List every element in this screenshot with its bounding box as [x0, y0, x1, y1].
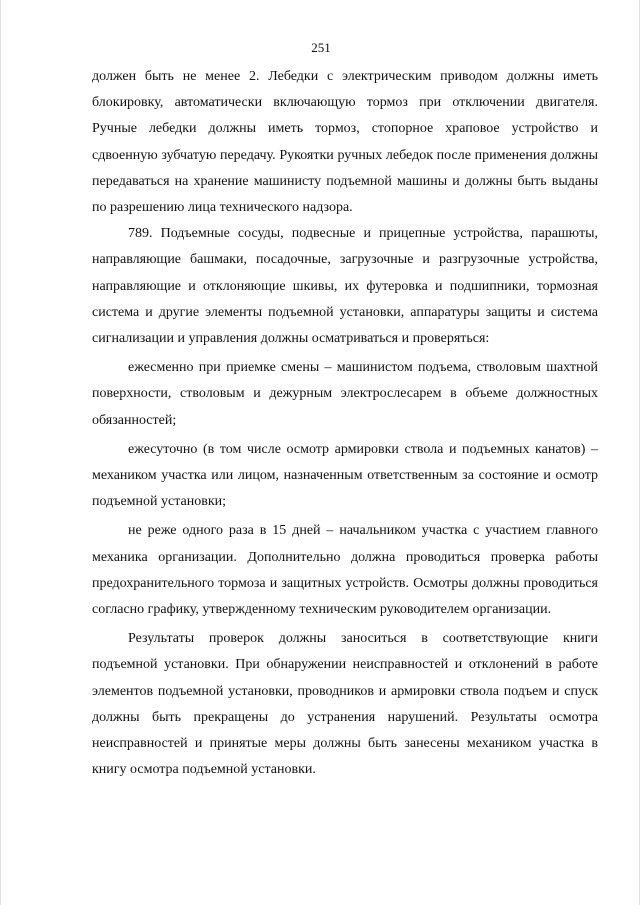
- paragraph-winch-requirements: должен быть не менее 2. Лебедки с электрическим приводом должны иметь блокировку, автоматически включающую тормоз при отключении двигателя. Ручные лебедки должны иметь тормоз, стопорное храповое устройство и сдвоенную зубчатую передачу. Рукоятки ручных лебедок после применения должны передаваться на хранение машинисту подъемной машины и должны быть выданы по разрешению лица технического надзора.: [92, 69, 598, 216]
- page-number: 251: [311, 40, 331, 55]
- paragraph-item-789: 789. Подъемные сосуды, подвесные и прицепные устройства, парашюты, направляющие башмаки, посадочные, загрузочные и разгрузочные устройства, направляющие и отклоняющие шкивы, их футеровка и подшипники, тормозная система и другие элементы подъемной установки, аппаратуры защиты и система сигнализации и управления должны осматриваться и проверяться:: [92, 226, 598, 347]
- paragraph-15-day-inspection: не реже одного раза в 15 дней – начальником участка с участием главного механика организации. Дополнительно должна проводиться проверка работы предохранительного тормоза и защитных устройств. Осмотры должны проводиться согласно графику, утвержденному техническим руководителем организации.: [92, 523, 598, 618]
- document-body: [92, 64, 598, 783]
- paragraph-per-shift-inspection: ежесменно при приемке смены – машинистом подъема, стволовым шахтной поверхности, стволовым и дежурным электрослесарем в объеме должностных обязанностей;: [92, 360, 598, 428]
- paragraph-daily-inspection: ежесуточно (в том числе осмотр армировки ствола и подъемных канатов) – механиком участка или лицом, назначенным ответственным за состояние и осмотр подъемной установки;: [92, 441, 598, 510]
- paragraph-inspection-results: Результаты проверок должны заноситься в соответствующие книги подъемной установки. При обнаружении неисправностей и отклонений в работе элементов подъемной установки, проводников и армировки ствола подъем и спуск должны быть прекращены до устранения нарушений. Результаты осмотра неисправностей и принятые меры должны быть занесены механиком участка в книгу осмотра подъемной установки.: [92, 631, 598, 778]
